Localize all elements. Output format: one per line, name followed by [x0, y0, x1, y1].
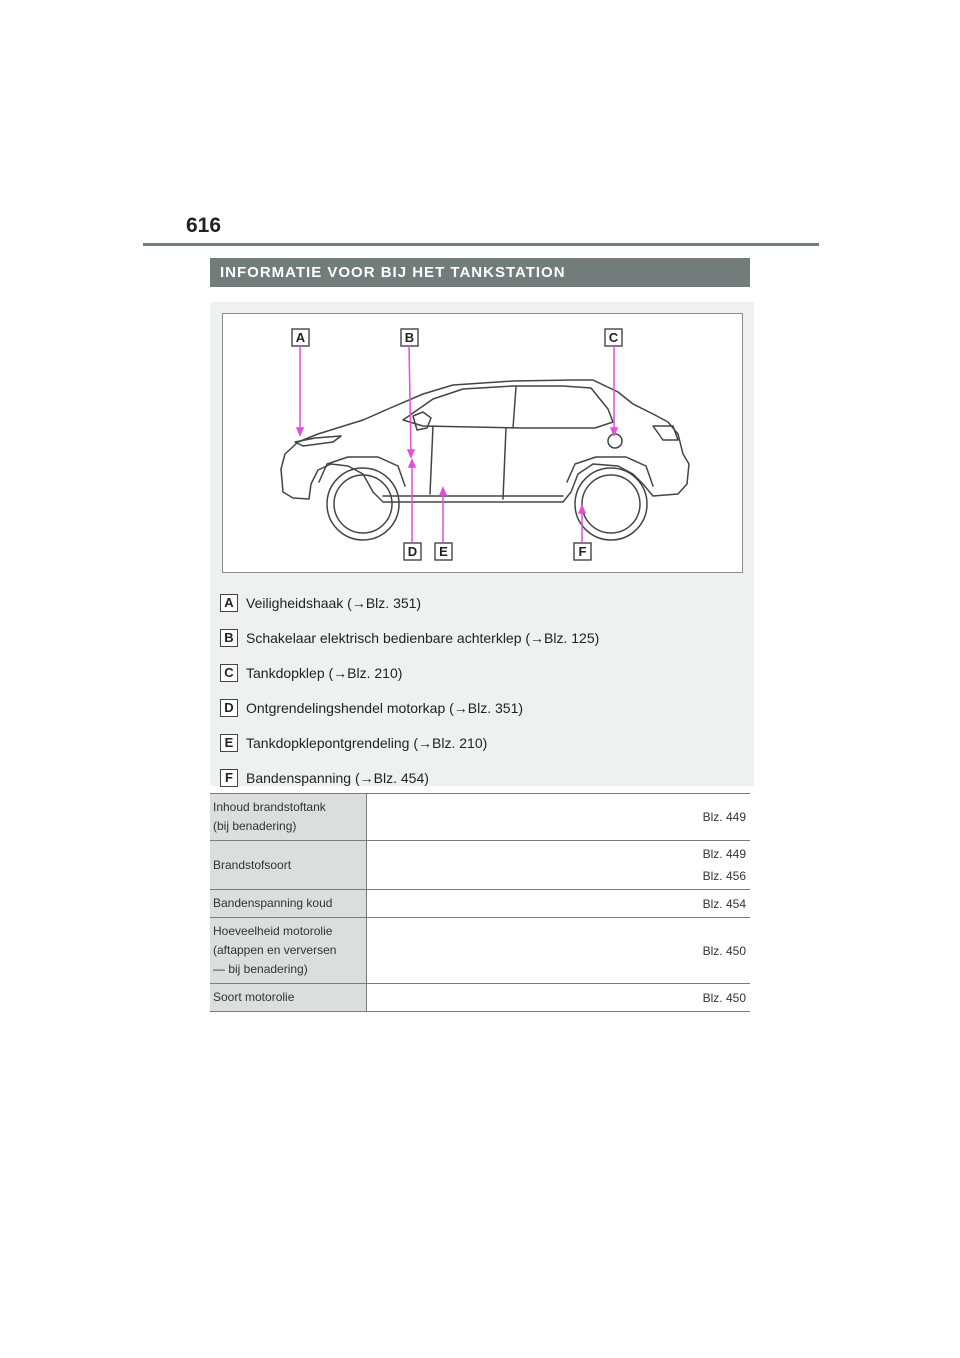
- legend-item-f: [220, 760, 740, 795]
- spec-value: Blz. 450: [367, 984, 751, 1012]
- callout-legend: [220, 585, 740, 795]
- callout-f: [574, 543, 591, 560]
- spec-label: Bandenspanning koud: [210, 890, 367, 918]
- pointer-b: [409, 346, 411, 454]
- side-mirror: [413, 412, 431, 430]
- spec-label: Inhoud brandstoftank (bij benadering): [210, 794, 367, 841]
- callout-b: [401, 329, 418, 346]
- spec-label: Brandstofsoort: [210, 841, 367, 890]
- legend-letter: E: [220, 734, 238, 752]
- spec-value: Blz. 454: [367, 890, 751, 918]
- svg-text:C: C: [608, 330, 619, 345]
- table-row: [210, 918, 750, 984]
- header-rule: [143, 243, 819, 246]
- callout-c: [605, 329, 622, 346]
- legend-letter: B: [220, 629, 238, 647]
- legend-text: Schakelaar elektrisch bedienbare achterklep (→Blz. 125): [246, 629, 600, 646]
- svg-text:D: D: [407, 544, 418, 559]
- svg-text:F: F: [578, 544, 587, 559]
- legend-letter: D: [220, 699, 238, 717]
- section-title: INFORMATIE VOOR BIJ HET TANKSTATION: [210, 258, 750, 287]
- car-side-illustration: [222, 313, 743, 573]
- page-number: 616: [186, 214, 222, 237]
- legend-item-e: [220, 725, 740, 760]
- callout-e: [435, 543, 452, 560]
- callout-d: [404, 543, 421, 560]
- legend-item-b: [220, 620, 740, 655]
- spec-value: Blz. 449: [367, 794, 751, 841]
- legend-text: Veiligheidshaak (→Blz. 351): [246, 594, 422, 611]
- headlight: [295, 436, 341, 446]
- legend-text: Tankdopklepontgrendeling (→Blz. 210): [246, 734, 488, 751]
- legend-item-a: [220, 585, 740, 620]
- svg-text:B: B: [404, 330, 415, 345]
- car-diagram-svg: [223, 314, 744, 574]
- legend-letter: A: [220, 594, 238, 612]
- fuel-door: [608, 434, 622, 448]
- legend-item-c: [220, 655, 740, 690]
- legend-letter: C: [220, 664, 238, 682]
- legend-text: Ontgrendelingshendel motorkap (→Blz. 351): [246, 699, 524, 716]
- spec-value: Blz. 450: [367, 918, 751, 984]
- spec-label: Hoeveelheid motorolie (aftappen en verversen — bij benadering): [210, 918, 367, 984]
- spec-value: Blz. 449 Blz. 456: [367, 841, 751, 890]
- svg-text:A: A: [295, 330, 306, 345]
- table-row: [210, 890, 750, 918]
- window-outline: [403, 386, 613, 428]
- table-row: [210, 841, 750, 890]
- svg-text:E: E: [439, 544, 448, 559]
- table-row: [210, 984, 750, 1012]
- legend-text: Tankdopklep (→Blz. 210): [246, 664, 403, 681]
- legend-text: Bandenspanning (→Blz. 454): [246, 769, 429, 786]
- front-wheel: [327, 468, 399, 540]
- spec-table: [210, 793, 750, 1012]
- legend-letter: F: [220, 769, 238, 787]
- rear-wheel: [575, 468, 647, 540]
- legend-item-d: [220, 690, 740, 725]
- spec-label: Soort motorolie: [210, 984, 367, 1012]
- table-row: [210, 794, 750, 841]
- callout-a: [292, 329, 309, 346]
